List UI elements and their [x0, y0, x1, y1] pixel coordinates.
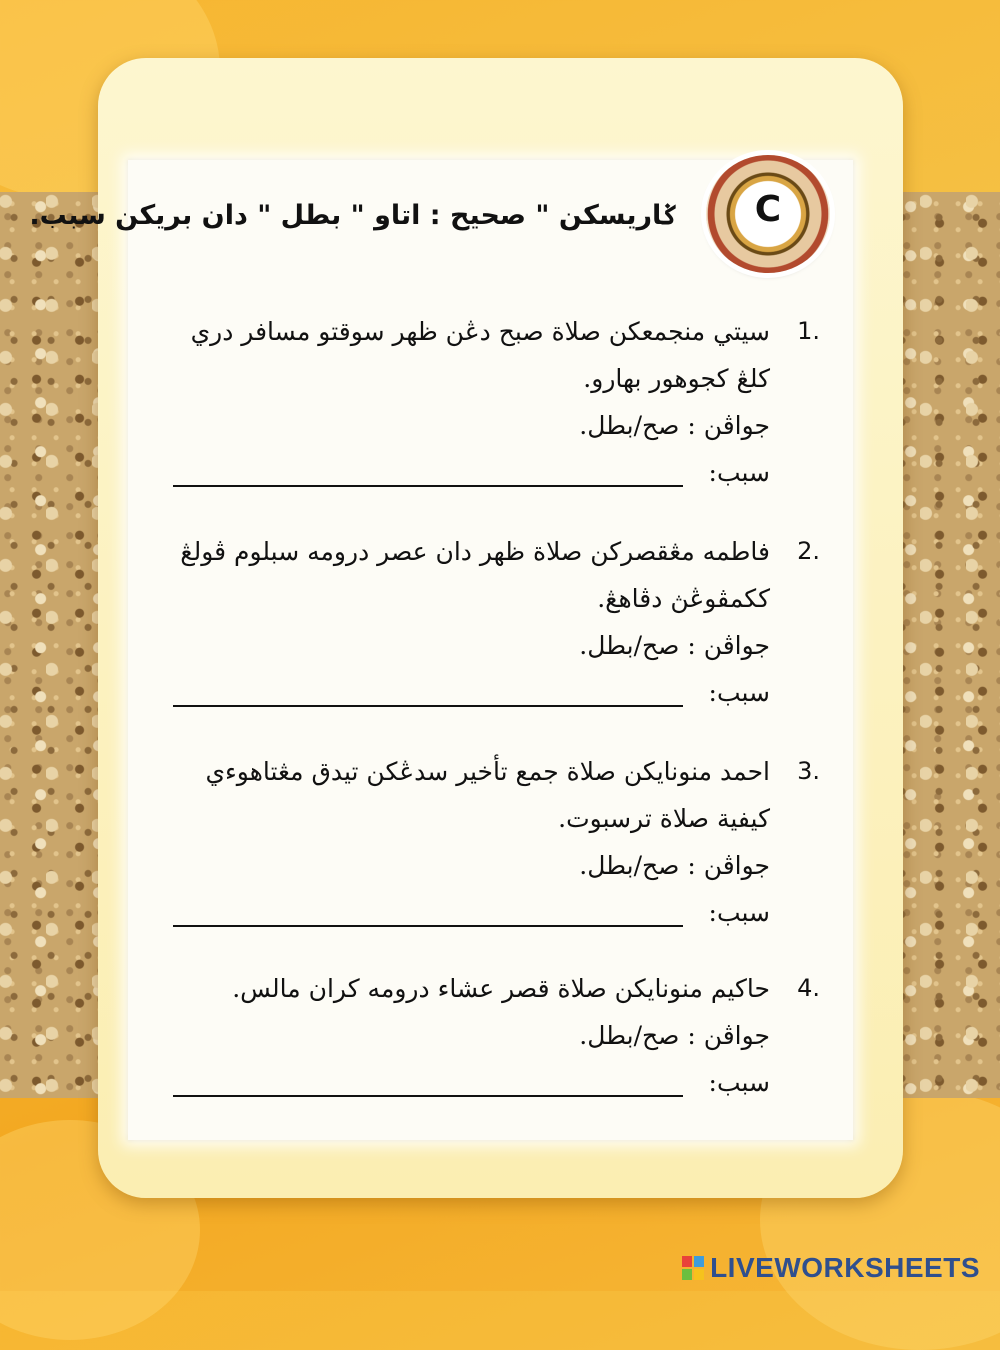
- liveworksheets-logo: [682, 1251, 980, 1285]
- reason-answer-line[interactable]: [173, 703, 683, 707]
- question-text-line: حاکيم منونايکن صلاة قصر عشاء درومه کران مالس.: [232, 974, 770, 1003]
- worksheet-paper: [29, 160, 853, 1140]
- section-badge: [706, 155, 830, 273]
- question-text-line: فاطمه مڠقصرکن صلاة ظهر دان عصر درومه سبلوم ڤولڠ: [180, 537, 770, 566]
- question-text-line: ککمڤوڠڽ دڤاهڠ.: [597, 584, 770, 613]
- reason-answer-line[interactable]: [173, 483, 683, 487]
- reason-row: [178, 1059, 770, 1106]
- question-number: 2.: [797, 537, 820, 565]
- question-number: 3.: [797, 757, 820, 785]
- answer-label: جواڤن : صح/بطل.: [579, 851, 770, 880]
- question-3: [178, 748, 818, 936]
- reason-row: [178, 449, 770, 496]
- question-number: 4.: [797, 974, 820, 1002]
- reason-label: سبب:: [708, 458, 770, 487]
- reason-label: سبب:: [708, 678, 770, 707]
- question-1: [178, 308, 818, 496]
- liveworksheets-icon: [682, 1256, 704, 1280]
- reason-row: [178, 669, 770, 716]
- brand-name: LIVEWORKSHEETS: [710, 1252, 980, 1283]
- answer-label: جواڤن : صح/بطل.: [579, 631, 770, 660]
- answer-label: جواڤن : صح/بطل.: [579, 1021, 770, 1050]
- reason-label: سبب:: [708, 1068, 770, 1097]
- question-text-line: احمد منونايکن صلاة جمع تأخير سدڠکن تيدق مڠتاهوءي: [205, 757, 770, 786]
- reason-row: [178, 889, 770, 936]
- reason-answer-line[interactable]: [173, 1093, 683, 1097]
- reason-answer-line[interactable]: [173, 923, 683, 927]
- question-2: [178, 528, 818, 716]
- question-text-line: کيفية صلاة ترسبوت.: [558, 804, 770, 833]
- section-letter: C: [754, 189, 782, 230]
- instruction-title: ݢاريسکن " صحيح : اتاو " بطل " دان بريکن سبب.: [29, 200, 678, 231]
- reason-label: سبب:: [708, 898, 770, 927]
- answer-label: جواڤن : صح/بطل.: [579, 411, 770, 440]
- question-4: [178, 965, 818, 1106]
- question-number: 1.: [797, 317, 820, 345]
- question-text-line: کلڠ کجوهور بهارو.: [583, 364, 770, 393]
- question-text-line: سيتي منجمعکن صلاة صبح دڠن ظهر سوقتو مسافر دري: [190, 317, 770, 346]
